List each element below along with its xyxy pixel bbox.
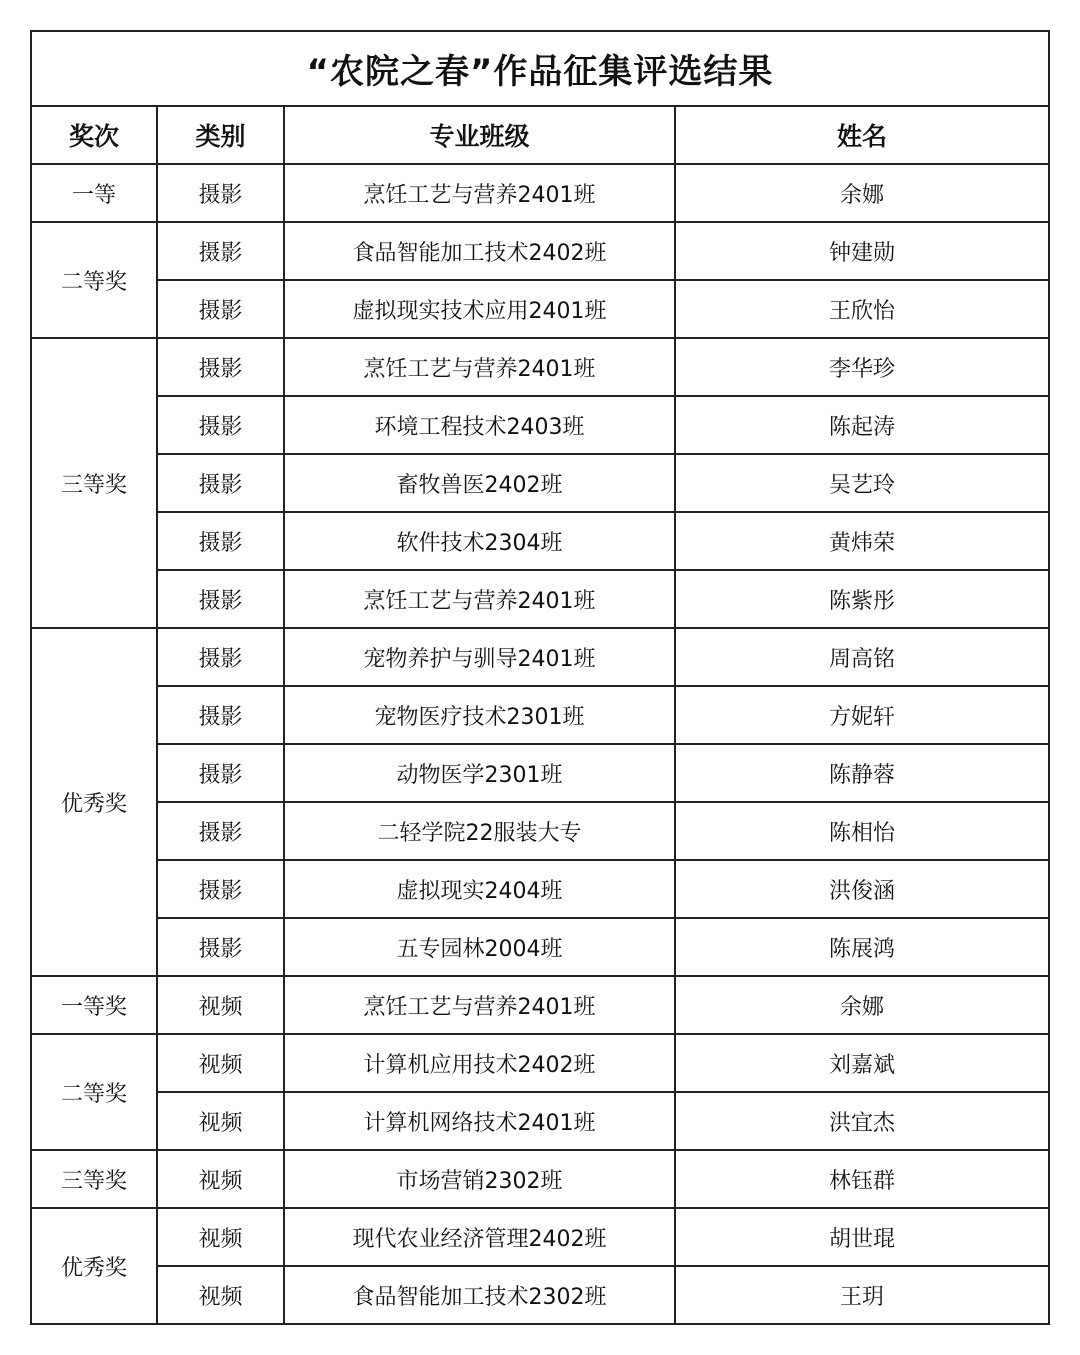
name-cell: 吴艺玲 — [675, 454, 1049, 512]
name-cell: 刘嘉斌 — [675, 1034, 1049, 1092]
category-cell: 摄影 — [157, 222, 284, 280]
table-title: “农院之春”作品征集评选结果 — [31, 31, 1049, 106]
results-body — [31, 164, 1049, 1324]
table-row — [31, 860, 1049, 918]
category-cell: 摄影 — [157, 570, 284, 628]
class-cell: 环境工程技术2403班 — [284, 396, 675, 454]
name-cell: 陈紫彤 — [675, 570, 1049, 628]
category-cell: 摄影 — [157, 396, 284, 454]
class-cell: 现代农业经济管理2402班 — [284, 1208, 675, 1266]
name-cell: 方妮轩 — [675, 686, 1049, 744]
header-name: 姓名 — [675, 106, 1049, 164]
results-table — [30, 30, 1050, 1325]
award-cell: 二等奖 — [31, 222, 157, 338]
class-cell: 烹饪工艺与营养2401班 — [284, 164, 675, 222]
table-row — [31, 164, 1049, 222]
table-row — [31, 1150, 1049, 1208]
table-row — [31, 1266, 1049, 1324]
category-cell: 摄影 — [157, 802, 284, 860]
class-cell: 畜牧兽医2402班 — [284, 454, 675, 512]
class-cell: 动物医学2301班 — [284, 744, 675, 802]
table-row — [31, 918, 1049, 976]
class-cell: 二轻学院22服装大专 — [284, 802, 675, 860]
table-row — [31, 1208, 1049, 1266]
table-row — [31, 628, 1049, 686]
category-cell: 摄影 — [157, 628, 284, 686]
category-cell: 摄影 — [157, 512, 284, 570]
name-cell: 余娜 — [675, 976, 1049, 1034]
award-cell: 优秀奖 — [31, 1208, 157, 1324]
header-award: 奖次 — [31, 106, 157, 164]
table-row — [31, 338, 1049, 396]
class-cell: 软件技术2304班 — [284, 512, 675, 570]
class-cell: 宠物养护与驯导2401班 — [284, 628, 675, 686]
table-row — [31, 802, 1049, 860]
class-cell: 五专园林2004班 — [284, 918, 675, 976]
table-row — [31, 396, 1049, 454]
name-cell: 林钰群 — [675, 1150, 1049, 1208]
name-cell: 陈静蓉 — [675, 744, 1049, 802]
award-cell: 三等奖 — [31, 1150, 157, 1208]
name-cell: 洪宜杰 — [675, 1092, 1049, 1150]
name-cell: 黄炜荣 — [675, 512, 1049, 570]
class-cell: 宠物医疗技术2301班 — [284, 686, 675, 744]
category-cell: 视频 — [157, 1092, 284, 1150]
table-row — [31, 976, 1049, 1034]
class-cell: 虚拟现实技术应用2401班 — [284, 280, 675, 338]
name-cell: 余娜 — [675, 164, 1049, 222]
award-cell: 三等奖 — [31, 338, 157, 628]
name-cell: 王玥 — [675, 1266, 1049, 1324]
name-cell: 王欣怡 — [675, 280, 1049, 338]
category-cell: 视频 — [157, 1034, 284, 1092]
class-cell: 计算机应用技术2402班 — [284, 1034, 675, 1092]
class-cell: 烹饪工艺与营养2401班 — [284, 976, 675, 1034]
name-cell: 陈起涛 — [675, 396, 1049, 454]
category-cell: 摄影 — [157, 744, 284, 802]
category-cell: 视频 — [157, 1208, 284, 1266]
title-row — [31, 31, 1049, 106]
table-row — [31, 744, 1049, 802]
award-cell: 一等 — [31, 164, 157, 222]
name-cell: 李华珍 — [675, 338, 1049, 396]
table-row — [31, 512, 1049, 570]
table-row — [31, 1034, 1049, 1092]
name-cell: 周高铭 — [675, 628, 1049, 686]
name-cell: 胡世琨 — [675, 1208, 1049, 1266]
award-cell: 二等奖 — [31, 1034, 157, 1150]
category-cell: 摄影 — [157, 860, 284, 918]
category-cell: 摄影 — [157, 338, 284, 396]
table-row — [31, 454, 1049, 512]
class-cell: 食品智能加工技术2402班 — [284, 222, 675, 280]
name-cell: 陈相怡 — [675, 802, 1049, 860]
name-cell: 陈展鸿 — [675, 918, 1049, 976]
category-cell: 摄影 — [157, 280, 284, 338]
category-cell: 视频 — [157, 976, 284, 1034]
table-row — [31, 570, 1049, 628]
class-cell: 烹饪工艺与营养2401班 — [284, 338, 675, 396]
header-category: 类别 — [157, 106, 284, 164]
table-row — [31, 1092, 1049, 1150]
class-cell: 虚拟现实2404班 — [284, 860, 675, 918]
header-row — [31, 106, 1049, 164]
category-cell: 视频 — [157, 1150, 284, 1208]
name-cell: 洪俊涵 — [675, 860, 1049, 918]
table-row — [31, 280, 1049, 338]
category-cell: 摄影 — [157, 918, 284, 976]
class-cell: 市场营销2302班 — [284, 1150, 675, 1208]
category-cell: 摄影 — [157, 164, 284, 222]
category-cell: 摄影 — [157, 686, 284, 744]
award-cell: 一等奖 — [31, 976, 157, 1034]
category-cell: 摄影 — [157, 454, 284, 512]
class-cell: 计算机网络技术2401班 — [284, 1092, 675, 1150]
class-cell: 食品智能加工技术2302班 — [284, 1266, 675, 1324]
class-cell: 烹饪工艺与营养2401班 — [284, 570, 675, 628]
header-class: 专业班级 — [284, 106, 675, 164]
award-cell: 优秀奖 — [31, 628, 157, 976]
name-cell: 钟建勋 — [675, 222, 1049, 280]
table-row — [31, 222, 1049, 280]
table-row — [31, 686, 1049, 744]
category-cell: 视频 — [157, 1266, 284, 1324]
